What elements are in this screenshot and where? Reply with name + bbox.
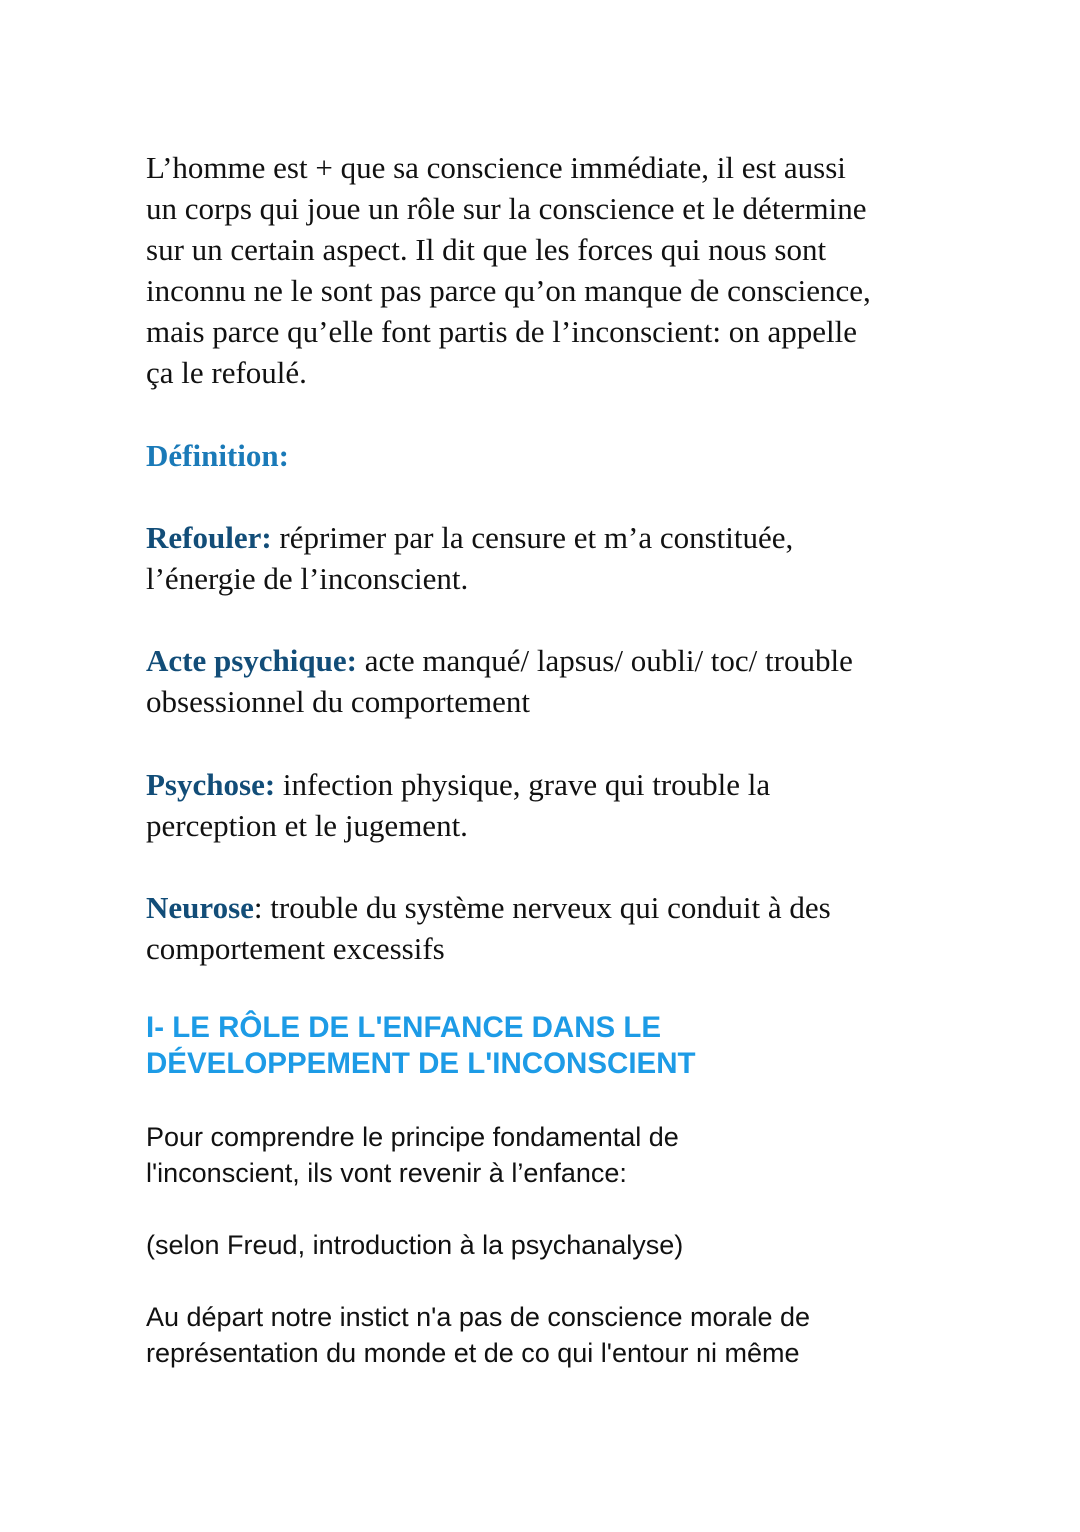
- definition-text: perception et le jugement.: [146, 808, 468, 843]
- text-line: (selon Freud, introduction à la psychanalyse): [146, 1230, 684, 1260]
- heading-line: DÉVELOPPEMENT DE L'INCONSCIENT: [146, 1047, 696, 1080]
- text-line: l'inconscient, ils vont revenir à l’enfance:: [146, 1158, 627, 1188]
- heading-line: I- LE RÔLE DE L'ENFANCE DANS LE: [146, 1011, 662, 1044]
- definition-text: : trouble du système nerveux qui conduit à des: [253, 890, 831, 925]
- text-line: inconnu ne le sont pas parce qu’on manque de conscience,: [146, 273, 871, 308]
- definition-text: réprimer par la censure et m’a constituée,: [271, 520, 794, 555]
- text-line: représentation du monde et de co qui l'entour ni même: [146, 1338, 800, 1368]
- definition-acte-psychique: [146, 640, 853, 722]
- paragraph-enfance: [146, 1119, 679, 1191]
- text-line: mais parce qu’elle font partis de l’inconscient: on appelle: [146, 314, 858, 349]
- definition-term: Neurose: [146, 890, 254, 925]
- text-line: Pour comprendre le principe fondamental de: [146, 1122, 679, 1152]
- definition-psychose: [146, 764, 770, 846]
- definition-text: l’énergie de l’inconscient.: [146, 561, 469, 596]
- definition-text: comportement excessifs: [146, 931, 445, 966]
- definition-term: Psychose:: [146, 767, 276, 802]
- paragraph-freud: [146, 1227, 683, 1263]
- text-line: Au départ notre instict n'a pas de conscience morale de: [146, 1302, 811, 1332]
- definition-text: infection physique, grave qui trouble la: [275, 767, 771, 802]
- definition-neurose: [146, 887, 831, 969]
- text-line: sur un certain aspect. Il dit que les forces qui nous sont: [146, 232, 827, 267]
- paragraph-instinct: [146, 1299, 810, 1371]
- definition-text: obsessionnel du comportement: [146, 684, 530, 719]
- text-line: ça le refoulé.: [146, 355, 307, 390]
- text-line: un corps qui joue un rôle sur la conscience et le détermine: [146, 191, 867, 226]
- definition-heading: Définition:: [146, 438, 289, 473]
- definition-term: Refouler:: [146, 520, 272, 555]
- text-line: L’homme est + que sa conscience immédiate, il est aussi: [146, 150, 846, 185]
- definition-refouler: [146, 517, 793, 599]
- intro-paragraph: [146, 147, 871, 393]
- definition-text: acte manqué/ lapsus/ oubli/ toc/ trouble: [356, 643, 853, 678]
- definition-term: Acte psychique:: [146, 643, 357, 678]
- section-heading: [146, 1010, 696, 1082]
